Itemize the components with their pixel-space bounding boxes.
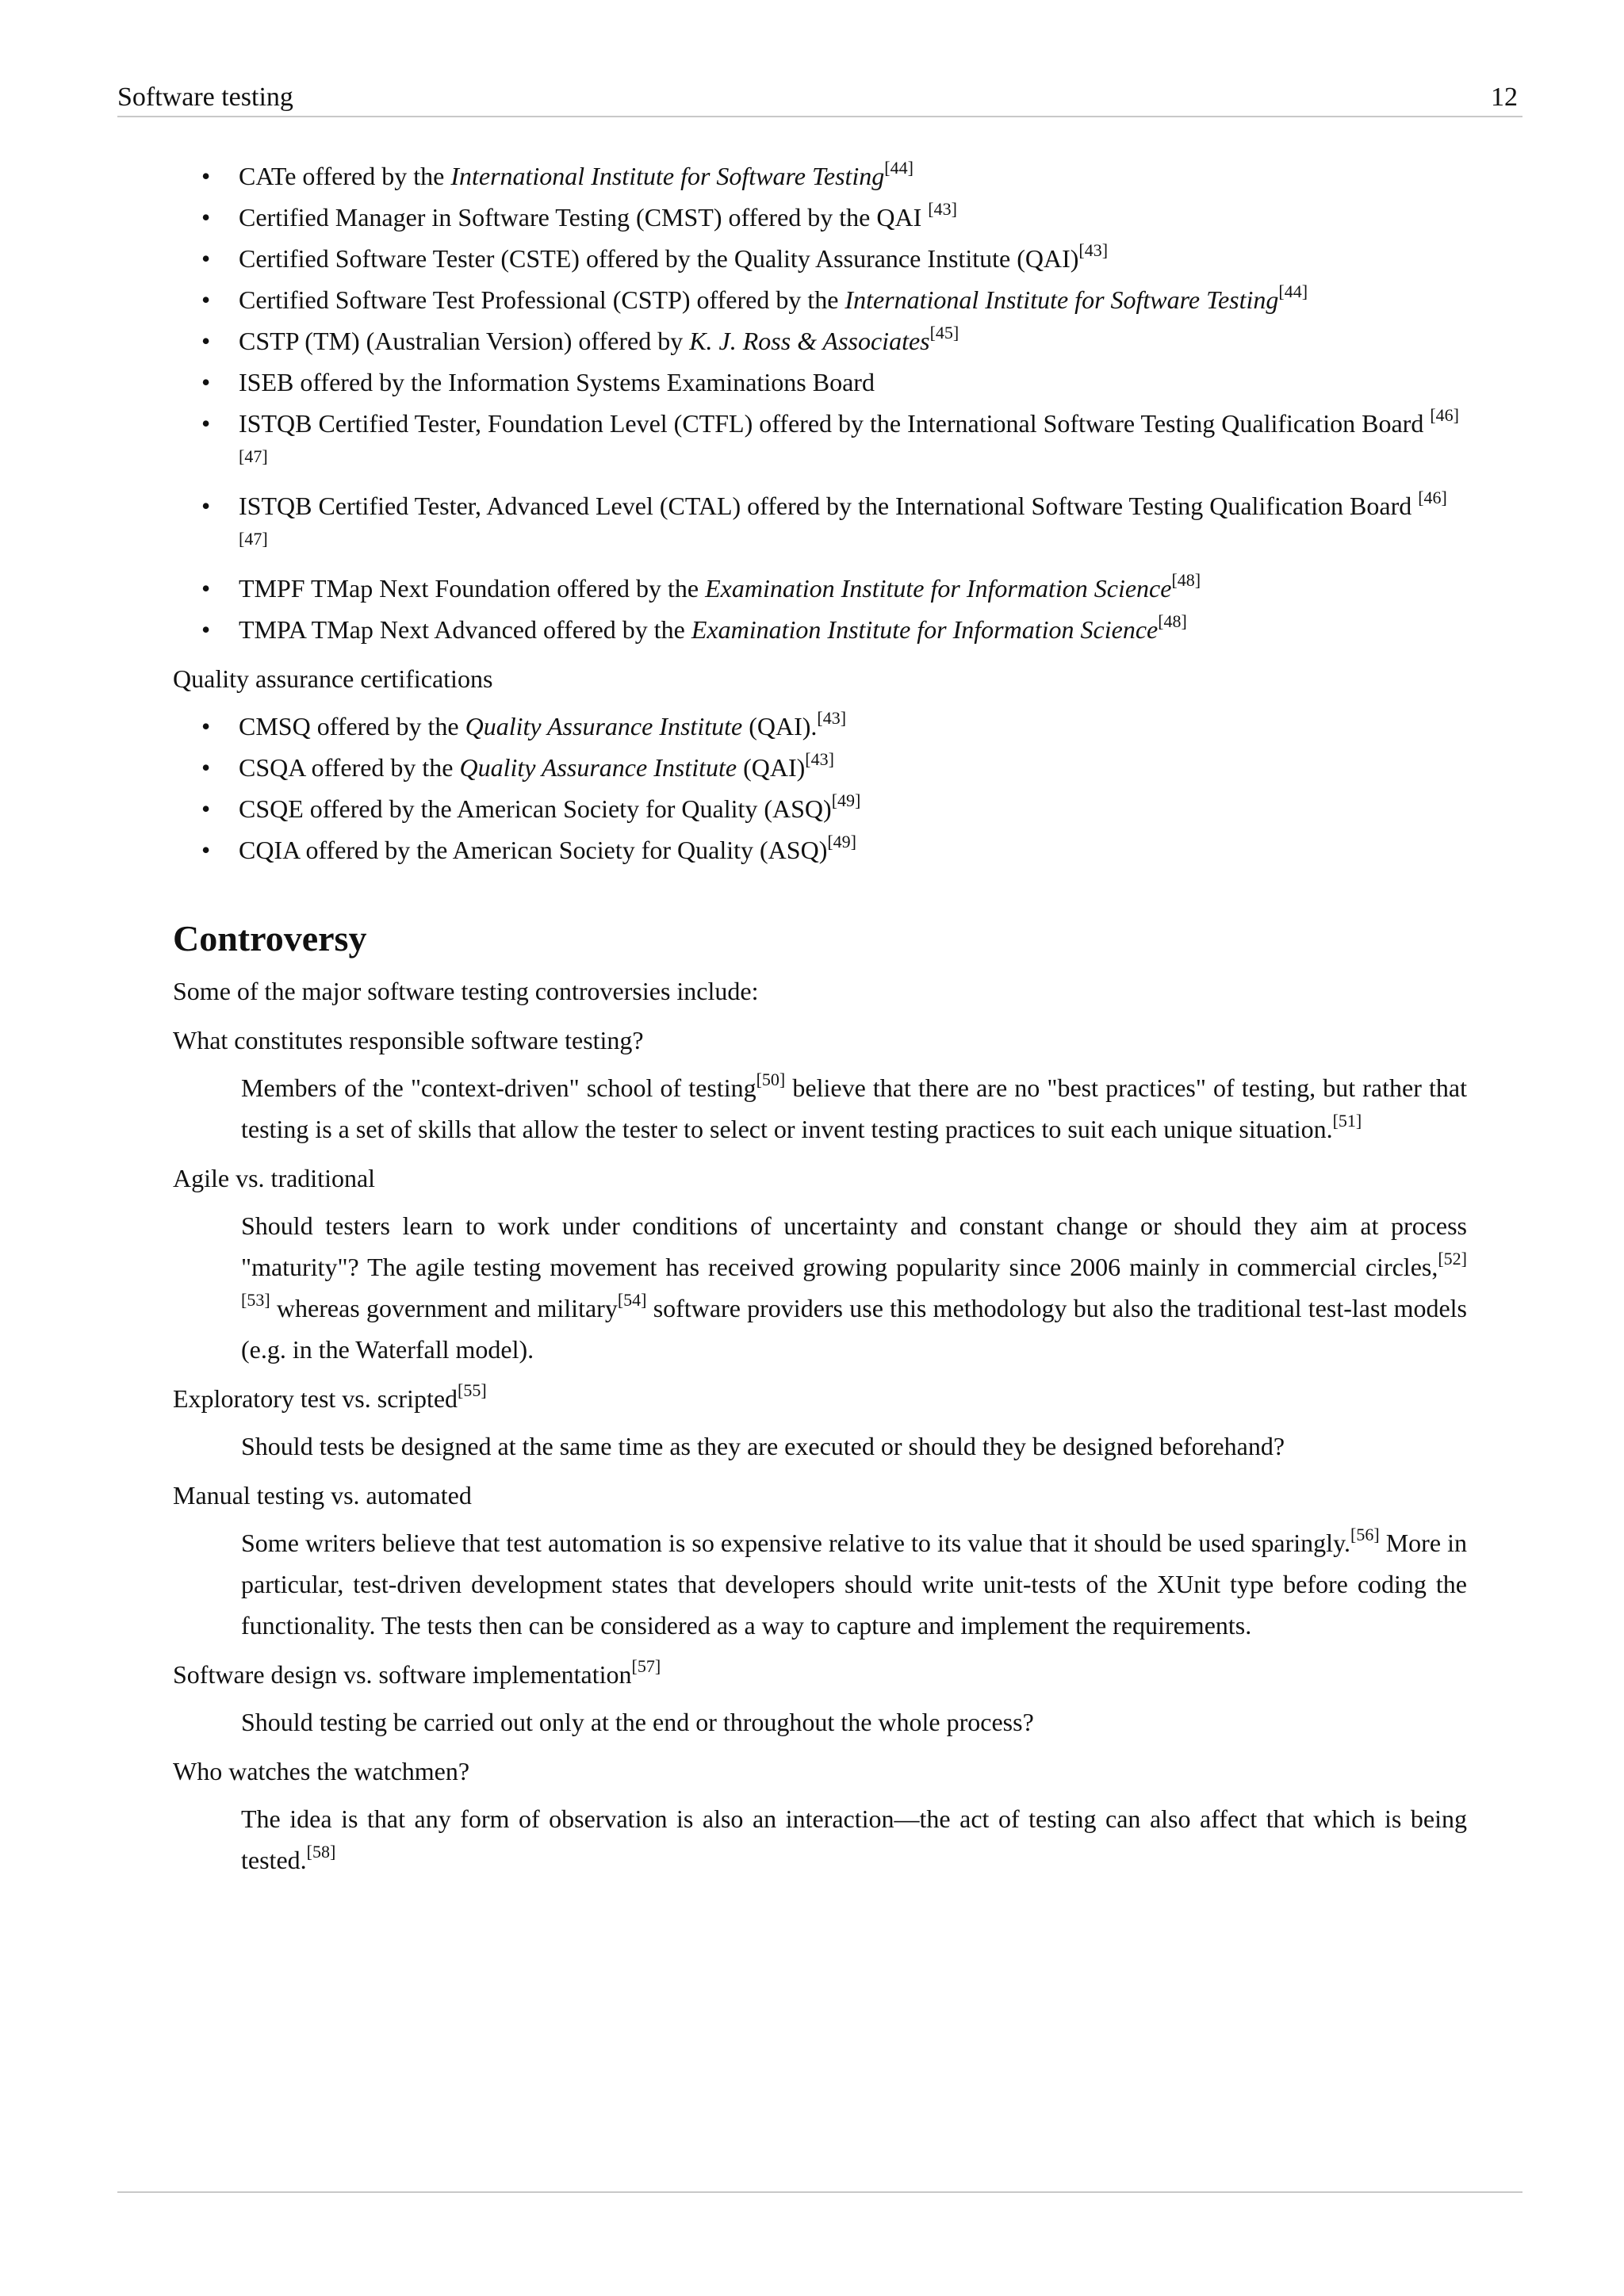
description-text: The idea is that any form of observation is also an interaction—the act of testing can also affect that which is being tested. [241,1804,1467,1874]
page-number: 12 [1491,82,1518,112]
reference-superscript: [48] [1158,611,1187,631]
reference-superscript: [43] [928,199,957,219]
controversy-description [241,1067,1467,1150]
item-text: (QAI). [742,712,818,740]
reference-superscript: [56] [1350,1525,1380,1544]
list-item [173,829,1467,871]
list-item [173,485,1467,568]
running-title: Software testing [117,82,293,112]
qa-certifications-heading: Quality assurance certifications [173,664,493,693]
bullet-icon: • [201,712,211,740]
controversy-term [173,1475,1467,1516]
reference-superscript: [48] [1171,570,1201,590]
item-text: Certified Software Test Professional (CSTP) offered by the [239,285,845,314]
item-text: TMPF TMap Next Foundation offered by the [239,574,706,603]
item-text: CATe offered by the [239,162,451,190]
bullet-icon: • [201,285,211,314]
page-content [173,155,1467,1888]
reference-superscript: [44] [1278,281,1308,301]
item-text: Certified Software Tester (CSTE) offered by the Quality Assurance Institute (QAI) [239,244,1079,273]
list-item [173,197,1467,238]
term-text: Manual testing vs. automated [173,1481,472,1510]
bullet-icon: • [201,162,211,190]
description-text: whereas government and military [270,1294,618,1322]
bullet-icon: • [201,615,211,644]
controversy-term [173,1378,1467,1419]
testing-certification-list [173,155,1467,650]
controversy-term [173,1020,1467,1061]
reference-superscript: [49] [831,790,861,810]
list-item [173,320,1467,362]
reference-superscript: [50] [756,1070,786,1089]
bullet-icon: • [201,794,211,823]
term-text: Who watches the watchmen? [173,1757,470,1785]
item-text: TMPA TMap Next Advanced offered by the [239,615,691,644]
controversy-description [241,1522,1467,1646]
reference-superscript: [49] [827,832,856,851]
list-item [173,747,1467,788]
list-item [173,403,1467,485]
bullet-icon: • [201,327,211,355]
reference-superscript: [43] [1078,240,1109,260]
controversy-list [173,1020,1467,1881]
description-text: Should tests be designed at the same time as they are executed or should they be designed beforehand? [241,1432,1285,1460]
reference-superscript: [46] [47] [239,488,1447,549]
italic-text: International Institute for Software Testing [450,162,885,190]
item-text: CSQE offered by the American Society for Quality (ASQ) [239,794,832,823]
item-text: CMSQ offered by the [239,712,465,740]
list-item [173,362,1467,403]
item-text: ISEB offered by the Information Systems Examinations Board [239,368,875,396]
reference-superscript: [52] [53] [241,1249,1467,1310]
bullet-icon: • [201,244,211,273]
reference-superscript: [43] [805,749,834,769]
list-item [173,279,1467,320]
reference-superscript: [45] [929,323,959,342]
reference-superscript: [55] [458,1380,487,1400]
bullet-icon: • [201,836,211,864]
bullet-icon: • [201,368,211,396]
description-text: believe that there are no "best practices" of testing, but rather that testing is a set of skills that allow the tester to select or invent testing practices to suit each unique situation. [241,1073,1467,1143]
term-text: Agile vs. traditional [173,1164,376,1192]
item-text: ISTQB Certified Tester, Foundation Level (CTFL) offered by the International Software Testing Qualification Board [239,409,1431,438]
list-item [173,238,1467,279]
description-text: Should testing be carried out only at the end or throughout the whole process? [241,1708,1034,1736]
bullet-icon: • [201,574,211,603]
item-text: CSTP (TM) (Australian Version) offered by [239,327,690,355]
description-text: Some writers believe that test automation is so expensive relative to its value that it should be used sparingly. [241,1529,1350,1557]
list-item [173,155,1467,197]
bullet-icon: • [201,409,211,438]
controversy-description [241,1701,1467,1743]
italic-text: Quality Assurance Institute [465,712,743,740]
item-text: ISTQB Certified Tester, Advanced Level (CTAL) offered by the International Software Testing Qualification Board [239,492,1419,520]
controversy-term [173,1158,1467,1199]
italic-text: Examination Institute for Information Science [705,574,1172,603]
item-text: CSQA offered by the [239,753,460,782]
reference-superscript: [43] [817,708,847,728]
list-item [173,609,1467,650]
page-header [117,76,1522,117]
controversy-term [173,1654,1467,1695]
reference-superscript: [58] [306,1842,336,1862]
item-text: (QAI) [737,753,806,782]
description-text: Should testers learn to work under conditions of uncertainty and constant change or should they aim at process "maturity"? The agile testing movement has received growing popularity since 2006 mainly in commercial circles, [241,1211,1467,1281]
term-text: Software design vs. software implementation [173,1660,632,1689]
controversy-description [241,1425,1467,1467]
italic-text: International Institute for Software Testing [845,285,1279,314]
controversy-term [173,1751,1467,1792]
list-item [173,706,1467,747]
description-text: software providers use this methodology but also the traditional test-last models (e.g. in the Waterfall model). [241,1294,1468,1364]
item-text: Certified Manager in Software Testing (CMST) offered by the QAI [239,203,929,232]
controversy-description [241,1205,1467,1370]
reference-superscript: [46] [47] [239,405,1459,466]
reference-superscript: [44] [884,158,914,178]
footer-rule [117,2191,1522,2193]
bullet-icon: • [201,203,211,232]
term-text: What constitutes responsible software testing? [173,1026,644,1054]
italic-text: K. J. Ross & Associates [689,327,930,355]
list-item [173,788,1467,829]
italic-text: Quality Assurance Institute [459,753,737,782]
controversy-intro: Some of the major software testing controversies include: [173,977,759,1005]
reference-superscript: [51] [1332,1111,1362,1131]
reference-superscript: [54] [617,1290,647,1310]
item-text: CQIA offered by the American Society for Quality (ASQ) [239,836,828,864]
controversy-description [241,1798,1467,1881]
qa-certification-list [173,706,1467,871]
list-item [173,568,1467,609]
reference-superscript: [57] [631,1656,661,1676]
description-text: Members of the "context-driven" school of testing [241,1073,756,1102]
term-text: Exploratory test vs. scripted [173,1384,458,1413]
bullet-icon: • [201,753,211,782]
description-text: More in particular, test-driven development states that developers should write unit-tests of the XUnit type before coding the functionality. The tests then can be considered as a way to capture and implement the requirements. [241,1529,1468,1640]
italic-text: Examination Institute for Information Science [691,615,1159,644]
section-heading-controversy: Controversy [173,918,367,959]
bullet-icon: • [201,492,211,520]
